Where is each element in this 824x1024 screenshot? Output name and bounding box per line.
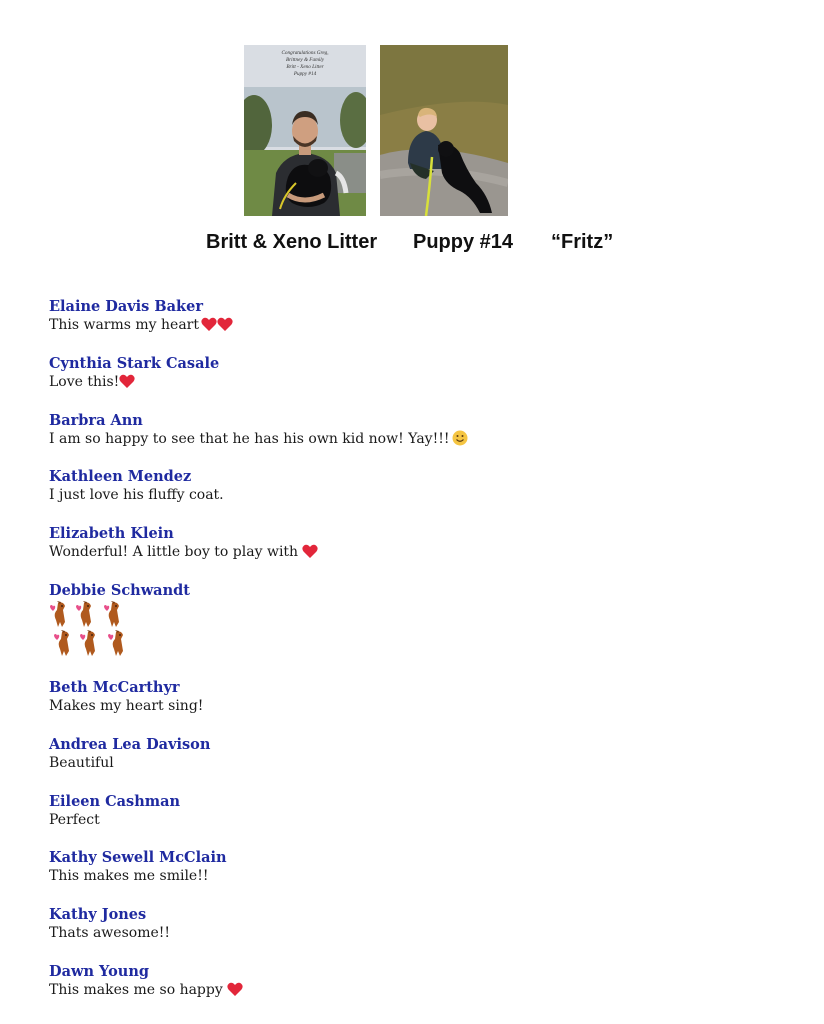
comment-item [49, 297, 789, 354]
comment-text [49, 373, 789, 395]
comment-item [49, 411, 789, 468]
comment-text: Thats awesome!! [49, 925, 171, 942]
comment-text-content: This warms my heart [49, 317, 200, 333]
photo-man-with-puppy [244, 45, 366, 216]
dog-with-hearts-icon [49, 629, 139, 658]
photo-child-with-puppy [380, 45, 508, 216]
comment-author: Barbra Ann [49, 411, 143, 429]
emoji-row [49, 629, 789, 658]
comment-text [49, 316, 789, 338]
comment-text-content: Love this! [49, 373, 120, 390]
comment-author: Debbie Schwandt [49, 581, 190, 599]
comment-text [49, 981, 789, 1003]
comment-author: Kathy Sewell McClain [49, 849, 227, 867]
heart-icon [227, 982, 243, 1003]
comment-item [49, 792, 789, 849]
comment-item [49, 354, 789, 411]
heart-icon [217, 317, 233, 338]
heart-icon [302, 544, 318, 565]
comment-text: I just love his fluffy coat. [49, 487, 224, 504]
comment-author: Kathy Jones [49, 906, 147, 924]
comment-item [49, 467, 789, 524]
comment-text [49, 430, 789, 452]
comment-list [49, 297, 789, 1019]
comment-author: Cynthia Stark Casale [49, 354, 220, 372]
comment-text: This makes me smile!! [49, 868, 209, 885]
overlay-line-2: Brittney & Family [285, 57, 325, 63]
comment-item [49, 848, 789, 905]
caption-puppy-name: “Fritz” [551, 231, 614, 253]
comment-text: Perfect [49, 811, 100, 828]
comment-author: Dawn Young [49, 962, 150, 980]
smile-icon [452, 430, 468, 452]
comment-text-content: Wonderful! A little boy to play with [49, 544, 299, 561]
caption-litter: Britt & Xeno Litter [206, 231, 378, 253]
comment-item [49, 905, 789, 962]
emoji-row [49, 600, 789, 629]
comment-text: Beautiful [49, 754, 114, 771]
comment-text-content: This makes me so happy [49, 981, 223, 998]
heart-icon [201, 317, 217, 338]
heart-icon [119, 374, 135, 395]
overlay-line-1: Congratulations Greg, [281, 50, 329, 56]
comment-author: Andrea Lea Davison [49, 735, 211, 753]
overlay-line-3: Britt - Xeno Litter [286, 64, 324, 70]
comment-author: Eileen Cashman [49, 792, 181, 810]
comment-author: Elaine Davis Baker [49, 298, 203, 315]
comment-item [49, 678, 789, 735]
comment-item [49, 735, 789, 792]
dog-with-hearts-icon [49, 600, 139, 629]
comment-text: Makes my heart sing! [49, 697, 204, 714]
comment-item [49, 581, 789, 678]
comment-author: Kathleen Mendez [49, 468, 192, 486]
comment-text-content: I am so happy to see that he has his own kid now! Yay!!! [49, 430, 450, 447]
comment-author: Beth McCarthyr [49, 678, 180, 696]
comment-text [49, 543, 789, 565]
overlay-line-4: Puppy #14 [293, 71, 317, 77]
caption-puppy-number: Puppy #14 [413, 231, 514, 253]
comment-author: Elizabeth Klein [49, 525, 174, 543]
comment-item [49, 962, 789, 1019]
comment-item [49, 524, 789, 581]
